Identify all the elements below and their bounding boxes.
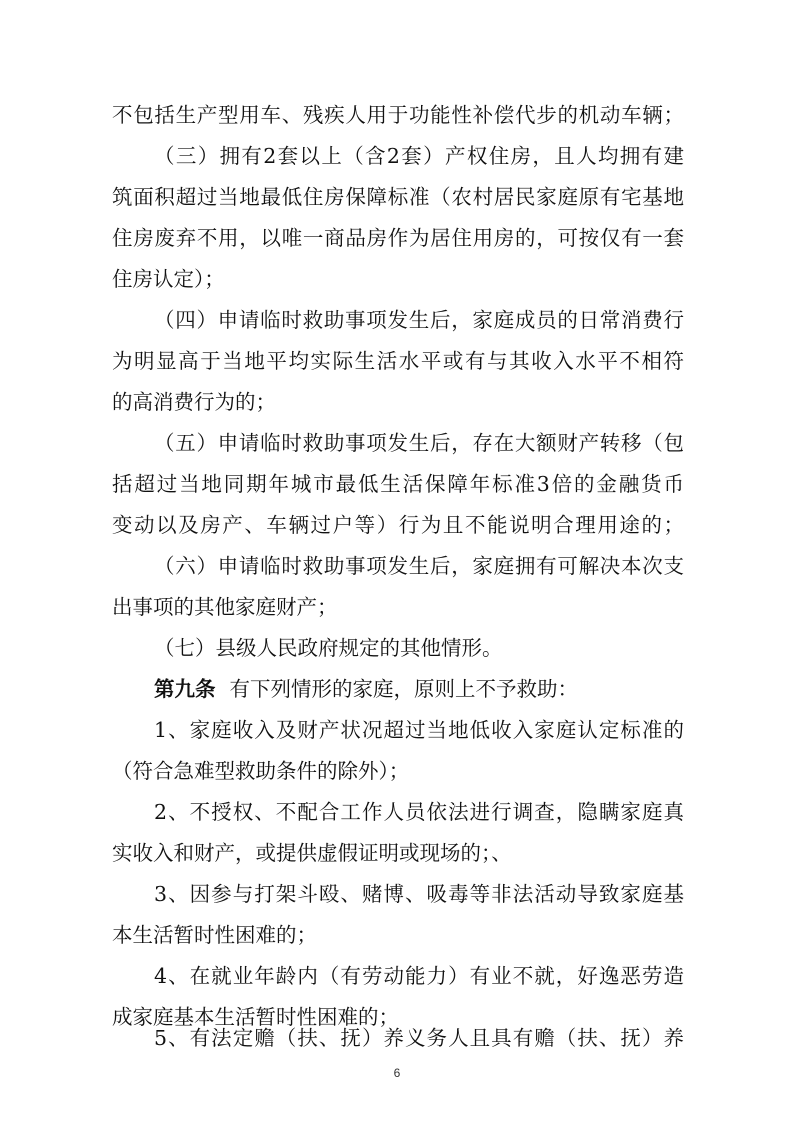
text-line: 1、家庭收入及财产状况超过当地低收入家庭认定标准的 <box>154 718 684 742</box>
text-line: 不包括生产型用车、残疾人用于功能性补偿代步的机动车辆； <box>112 103 684 127</box>
text-line: 括超过当地同期年城市最低生活保障年标准3倍的金融货币 <box>112 472 684 496</box>
text-line: 3、因参与打架斗殴、赌博、吸毒等非法活动导致家庭基 <box>154 882 684 906</box>
text-line: 筑面积超过当地最低住房保障标准（农村居民家庭原有宅基地 <box>112 185 684 209</box>
text-line: 变动以及房产、车辆过户等）行为且不能说明合理用途的； <box>112 513 684 537</box>
article-text: 有下列情形的家庭，原则上不予救助： <box>229 677 578 701</box>
page-number: 6 <box>393 1066 401 1080</box>
text-line: 住房废弃不用，以唯一商品房作为居住用房的，可按仅有一套 <box>112 226 684 250</box>
text-line: （四）申请临时救助事项发生后，家庭成员的日常消费行 <box>154 308 684 332</box>
text-line: 住房认定）； <box>112 267 225 291</box>
text-line: 实收入和财产，或提供虚假证明或现场的；、 <box>112 841 512 865</box>
text-line: （七）县级人民政府规定的其他情形。 <box>154 636 503 660</box>
text-line: 4、在就业年龄内（有劳动能力）有业不就，好逸恶劳造 <box>154 964 684 988</box>
text-line: （三）拥有2套以上（含2套）产权住房，且人均拥有建 <box>154 144 684 168</box>
text-line: （符合急难型救助条件的除外）； <box>112 759 410 783</box>
article-line <box>154 669 684 709</box>
text-line: 成家庭基本生活暂时性困难的； <box>112 1005 399 1029</box>
text-line: 为明显高于当地平均实际生活水平或有与其收入水平不相符 <box>112 349 684 373</box>
text-line: 2、不授权、不配合工作人员依法进行调查，隐瞒家庭真 <box>154 800 684 824</box>
text-line: 的高消费行为的； <box>112 390 276 414</box>
text-line: 本生活暂时性困难的； <box>112 923 317 947</box>
text-line: （六）申请临时救助事项发生后，家庭拥有可解决本次支 <box>154 554 684 578</box>
text-line: 出事项的其他家庭财产； <box>112 595 338 619</box>
text-line: （五）申请临时救助事项发生后，存在大额财产转移（包 <box>154 431 684 455</box>
article-heading: 第九条 <box>154 677 216 701</box>
text-line: 5、有法定赡（扶、抚）养义务人且具有赡（扶、抚）养 <box>154 1026 684 1050</box>
